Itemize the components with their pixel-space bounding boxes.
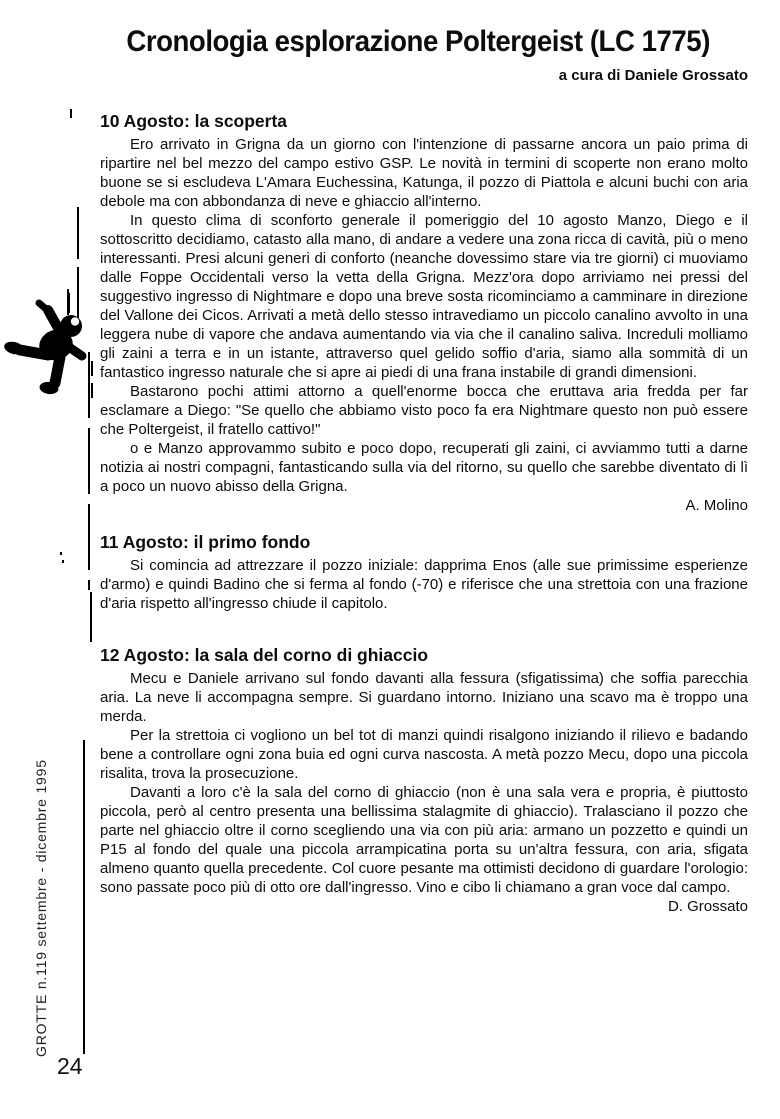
paragraph: Per la strettoia ci vogliono un bel tot di manzi quindi risalgono iniziando il rilievo e badando bene a controllare ogni zona buia ed ogni curva nascosta. A metà pozzo Mecu, dopo una piccola risalita, trova la prosecuzione.: [100, 727, 748, 782]
scan-artifact-dots: [60, 552, 62, 555]
signature-d-grossato: D. Grossato: [667, 898, 748, 915]
paragraph: Bastarono pochi attimi attorno a quell'enorme bocca che eruttava aria fredda per far esclamare a Diego: "Se quello che abbiamo visto poco fa era Nightmare questo non può essere che Poltergeist, il fratello cattivo!": [100, 383, 748, 438]
margin-line-heading: [90, 592, 92, 642]
page-title-text: Cronologia esplorazione Poltergeist (LC 1775): [126, 25, 710, 58]
margin-line-bottom: [83, 740, 85, 1054]
section-spacer: [100, 522, 748, 531]
section-12-agosto: [100, 644, 748, 916]
paragraph: In questo clima di sconforto generale il pomeriggio del 10 agosto Manzo, Diego e il sottoscritto decidiamo, catasto alla mano, di andare a vedere una zona ricca di cavità, più o meno interessanti. Presi alcuni generi di conforto (neanche dovessimo stare via tre giorni) ci muoviamo dalle Foppe Occidentali verso la vetta della Grigna. Mezz'ora dopo arriviamo nei pressi del suggestivo ingresso di Nightmare e dopo una breve sosta ricominciamo a camminare in direzione del Vallone dei Cicos. Arrivati a metà dello stesso intravediamo un piccolo canalino avvolto in una leggera nube di vapore che andava aumentando via via che il canalino saliva. Increduli molliamo gli zaini a terra e in un istante, attraverso quel gelido soffio d'aria, siamo alla sommità di un fantastico ingresso naturale che si apre ai piedi di una frana instabile di grandi dimensioni.: [100, 212, 748, 381]
page-number: 24: [57, 1053, 83, 1079]
margin-tick-line: [70, 109, 72, 118]
paragraph: Ero arrivato in Grigna da un giorno con l'intenzione di passarne ancora un paio prima di ripartire nel bel mezzo del campo estivo GSP. Le novità in termini di scoperte non erano molto buone se si escludeva L'Amara Euchessina, Katunga, il pozzo di Piattola e alcuni buchi con aria debole ma con abbondanza di neve e ghiaccio all'interno.: [100, 136, 748, 210]
article-body: [100, 110, 748, 923]
journal-issue-vertical-text: GROTTE n.119 settembre - dicembre 1995: [33, 759, 49, 1057]
section-heading-12-agosto: 12 Agosto: la sala del corno di ghiaccio: [100, 645, 429, 665]
section-heading-11-agosto: 11 Agosto: il primo fondo: [100, 532, 311, 552]
section-spacer: [100, 613, 748, 644]
paragraph: o e Manzo approvammo subito e poco dopo, recuperati gli zaini, ci avviammo tutti a darne notizia ai nostri compagni, fantasticando sulla via del ritorno, su quello che sarebbe diventato di lì a poco un nuovo abisso della Grigna.: [100, 440, 748, 495]
paragraph: Davanti a loro c'è la sala del corno di ghiaccio (non è una sala vera e propria, è piuttosto piccola, però al centro presenta una bellissima stalagmite di ghiaccio). Tralasciano il pozzo che parte nel ghiaccio oltre il corno scegliendo una via con più aria: armano un pozzetto e quindi un P15 al fondo del quale una piccola arrampicatina porta su un'altra fessura, con aria, sfigata almeno quanto quella precedente. Col cuore pesante ma ottimisti decidono di guardare l'orologio: sono passate poco più di otto ore dall'ingresso. Vino e cibo li chiamano a gran voce dal campo.: [100, 784, 748, 896]
paragraph: Si comincia ad attrezzare il pozzo iniziale: dapprima Enos (alle sue primissime esperienze d'armo) e quindi Badino che si ferma al fondo (-70) e riferisce che una strettoia con una frazione d'aria rispetto all'ingresso chiude il capitolo.: [100, 557, 748, 612]
section-heading-10-agosto: 10 Agosto: la scoperta: [100, 111, 288, 131]
paragraph: Mecu e Daniele arrivano sul fondo davanti alla fessura (sfigatissima) che soffia parecchia aria. La neve li accompagna sempre. Si guardano intorno. Iniziano una scavo ma è troppo una merda.: [100, 670, 748, 725]
signature-a-molino: A. Molino: [685, 497, 748, 514]
section-11-agosto: [100, 531, 748, 613]
section-10-agosto: [100, 110, 748, 515]
caver-on-rope-icon: [2, 293, 102, 405]
byline: a cura di Daniele Grossato: [558, 67, 748, 84]
page-title: [88, 24, 748, 60]
article-header: [88, 24, 748, 84]
